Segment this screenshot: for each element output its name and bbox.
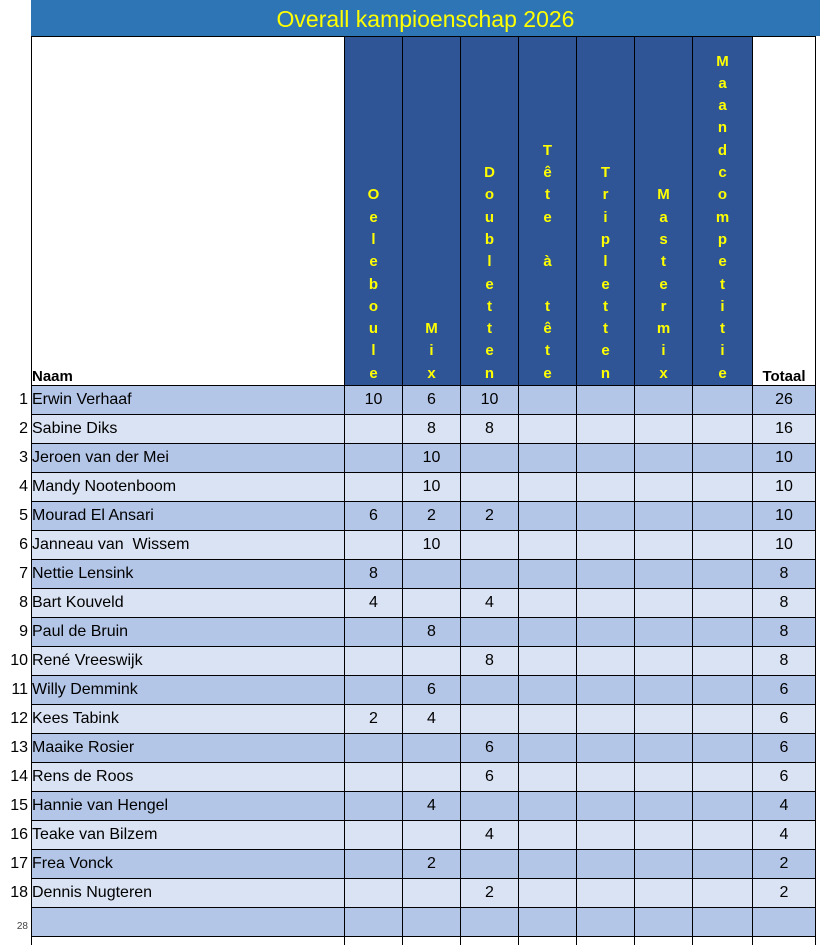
score-cell[interactable]: 10	[403, 531, 461, 560]
header-letter: e	[461, 340, 518, 362]
row-number: 4	[0, 478, 28, 496]
table-row[interactable]	[32, 473, 816, 502]
player-name[interactable]: Paul de Bruin	[32, 618, 345, 647]
header-letter: e	[345, 363, 402, 385]
empty-cell	[519, 937, 577, 945]
header-letter: b	[345, 274, 402, 296]
score-cell[interactable]	[693, 473, 753, 502]
score-cell[interactable]	[693, 734, 753, 763]
header-letter: c	[693, 162, 752, 184]
score-cell[interactable]: 10	[345, 386, 403, 415]
header-letter: e	[577, 274, 634, 296]
score-cell[interactable]	[519, 850, 577, 879]
score-cell[interactable]	[693, 502, 753, 531]
row-number: 3	[0, 449, 28, 467]
player-name[interactable]: Janneau van Wissem	[32, 531, 345, 560]
header-letter: T	[519, 140, 576, 162]
score-cell[interactable]	[577, 734, 635, 763]
empty-row[interactable]	[32, 908, 816, 937]
score-cell[interactable]	[461, 618, 519, 647]
score-cell[interactable]	[345, 792, 403, 821]
score-cell[interactable]	[693, 444, 753, 473]
empty-cell[interactable]	[345, 908, 403, 937]
row-number: 2	[0, 420, 28, 438]
row-number: 12	[0, 710, 28, 728]
score-cell[interactable]: 8	[403, 618, 461, 647]
header-letter: i	[693, 340, 752, 362]
header-letter: e	[345, 251, 402, 273]
score-cell[interactable]	[577, 763, 635, 792]
score-cell[interactable]	[403, 647, 461, 676]
score-cell[interactable]	[461, 705, 519, 734]
score-cell[interactable]	[577, 850, 635, 879]
score-cell[interactable]: 6	[403, 676, 461, 705]
table-row[interactable]	[32, 415, 816, 444]
table-row[interactable]	[32, 879, 816, 908]
empty-cell[interactable]	[577, 908, 635, 937]
header-tripletten	[577, 37, 635, 386]
score-cell[interactable]	[345, 734, 403, 763]
empty-cell[interactable]	[635, 908, 693, 937]
total-cell[interactable]: 6	[753, 676, 816, 705]
score-cell[interactable]	[577, 444, 635, 473]
table-row[interactable]	[32, 502, 816, 531]
score-cell[interactable]	[519, 531, 577, 560]
row-number: 6	[0, 536, 28, 554]
player-name[interactable]: Hannie van Hengel	[32, 792, 345, 821]
player-name[interactable]: Dennis Nugteren	[32, 879, 345, 908]
score-cell[interactable]	[693, 792, 753, 821]
header-letter: u	[461, 207, 518, 229]
score-cell[interactable]: 8	[461, 415, 519, 444]
score-cell[interactable]: 6	[345, 502, 403, 531]
score-cell[interactable]	[635, 705, 693, 734]
score-cell[interactable]: 10	[403, 473, 461, 502]
player-name[interactable]: Willy Demmink	[32, 676, 345, 705]
score-cell[interactable]	[577, 647, 635, 676]
score-cell[interactable]	[635, 676, 693, 705]
total-cell[interactable]: 16	[753, 415, 816, 444]
empty-cell[interactable]	[403, 908, 461, 937]
header-letter: a	[635, 207, 692, 229]
score-cell[interactable]	[345, 821, 403, 850]
score-cell[interactable]	[519, 879, 577, 908]
player-name[interactable]: Rens de Roos	[32, 763, 345, 792]
score-cell[interactable]	[693, 879, 753, 908]
score-cell[interactable]	[345, 850, 403, 879]
score-cell[interactable]	[577, 502, 635, 531]
score-cell[interactable]	[519, 502, 577, 531]
score-cell[interactable]: 10	[403, 444, 461, 473]
score-cell[interactable]	[693, 676, 753, 705]
empty-cell[interactable]	[461, 908, 519, 937]
score-cell[interactable]	[693, 647, 753, 676]
header-letter: T	[577, 162, 634, 184]
header-letter: à	[519, 251, 576, 273]
score-cell[interactable]	[345, 879, 403, 908]
score-cell[interactable]	[519, 676, 577, 705]
score-cell[interactable]	[635, 589, 693, 618]
score-cell[interactable]	[635, 531, 693, 560]
row-number: 8	[0, 594, 28, 612]
score-cell[interactable]: 4	[403, 792, 461, 821]
table-row[interactable]	[32, 531, 816, 560]
header-letter: l	[345, 340, 402, 362]
score-cell[interactable]	[403, 821, 461, 850]
score-cell[interactable]: 2	[345, 705, 403, 734]
empty-cell[interactable]	[693, 908, 753, 937]
total-cell[interactable]: 2	[753, 850, 816, 879]
row-number: 11	[0, 681, 28, 699]
player-name[interactable]: Mandy Nootenboom	[32, 473, 345, 502]
score-cell[interactable]	[635, 850, 693, 879]
player-name[interactable]: Nettie Lensink	[32, 560, 345, 589]
score-cell[interactable]	[461, 444, 519, 473]
table-row[interactable]	[32, 618, 816, 647]
empty-cell	[753, 937, 816, 945]
total-cell[interactable]: 8	[753, 560, 816, 589]
score-cell[interactable]	[461, 560, 519, 589]
player-name[interactable]: René Vreeswijk	[32, 647, 345, 676]
header-mastermix	[635, 37, 693, 386]
total-cell[interactable]: 4	[753, 792, 816, 821]
header-letter: a	[693, 95, 752, 117]
score-cell[interactable]	[519, 560, 577, 589]
sheet-title: Overall kampioenschap 2026	[31, 0, 820, 36]
header-letter: t	[693, 274, 752, 296]
score-cell[interactable]	[461, 850, 519, 879]
table-row[interactable]	[32, 589, 816, 618]
score-cell[interactable]	[577, 821, 635, 850]
header-letter: a	[693, 73, 752, 95]
score-cell[interactable]	[577, 386, 635, 415]
total-cell[interactable]: 10	[753, 473, 816, 502]
score-cell[interactable]	[635, 618, 693, 647]
score-cell[interactable]	[519, 589, 577, 618]
header-letter: p	[577, 229, 634, 251]
header-letter: p	[693, 229, 752, 251]
row-number: 1	[0, 391, 28, 409]
header-letter: i	[577, 207, 634, 229]
empty-cell	[461, 937, 519, 945]
score-cell[interactable]	[345, 444, 403, 473]
score-cell[interactable]	[693, 560, 753, 589]
total-cell[interactable]: 8	[753, 647, 816, 676]
header-letter: ê	[519, 162, 576, 184]
header-letter: O	[345, 184, 402, 206]
score-cell[interactable]	[461, 676, 519, 705]
score-cell[interactable]	[345, 676, 403, 705]
header-letter: e	[693, 363, 752, 385]
header-letter: e	[577, 340, 634, 362]
row-number: 17	[0, 855, 28, 873]
header-letter: t	[519, 296, 576, 318]
score-cell[interactable]	[403, 560, 461, 589]
score-cell[interactable]	[693, 763, 753, 792]
score-cell[interactable]	[577, 618, 635, 647]
score-cell[interactable]	[693, 531, 753, 560]
score-cell[interactable]	[519, 792, 577, 821]
score-cell[interactable]	[635, 560, 693, 589]
total-cell[interactable]: 2	[753, 879, 816, 908]
score-cell[interactable]: 6	[403, 386, 461, 415]
score-cell[interactable]	[577, 589, 635, 618]
score-cell[interactable]	[519, 734, 577, 763]
header-letter: e	[635, 274, 692, 296]
header-letter: i	[403, 340, 460, 362]
header-naam: Naam	[32, 37, 345, 386]
table-row[interactable]	[32, 560, 816, 589]
header-letter: i	[635, 340, 692, 362]
table-row[interactable]	[32, 850, 816, 879]
score-cell[interactable]: 10	[461, 386, 519, 415]
header-letter: t	[519, 340, 576, 362]
score-cell[interactable]	[519, 647, 577, 676]
score-cell[interactable]	[519, 763, 577, 792]
score-cell[interactable]	[519, 415, 577, 444]
header-letter: o	[461, 184, 518, 206]
header-maandcompetitie	[693, 37, 753, 386]
header-tete-a-tete	[519, 37, 577, 386]
header-letter: t	[577, 318, 634, 340]
footer-row-number: 28	[0, 921, 28, 932]
header-letter: r	[577, 184, 634, 206]
score-cell[interactable]	[635, 879, 693, 908]
score-cell[interactable]	[693, 618, 753, 647]
header-letter: t	[519, 184, 576, 206]
score-cell[interactable]	[519, 473, 577, 502]
score-cell[interactable]	[577, 531, 635, 560]
player-name[interactable]: Frea Vonck	[32, 850, 345, 879]
partial-row	[32, 937, 816, 945]
total-cell[interactable]: 6	[753, 763, 816, 792]
header-letter: l	[577, 251, 634, 273]
row-number: 18	[0, 884, 28, 902]
header-doubletten	[461, 37, 519, 386]
header-letter: o	[345, 296, 402, 318]
header-letter: n	[693, 117, 752, 139]
score-cell[interactable]	[519, 618, 577, 647]
header-totaal: Totaal	[753, 37, 816, 386]
score-cell[interactable]	[635, 763, 693, 792]
row-number: 5	[0, 507, 28, 525]
score-cell[interactable]	[635, 415, 693, 444]
score-cell[interactable]	[519, 386, 577, 415]
score-cell[interactable]	[345, 763, 403, 792]
score-cell[interactable]	[693, 386, 753, 415]
header-row	[32, 37, 816, 386]
table-row[interactable]	[32, 705, 816, 734]
score-cell[interactable]	[635, 821, 693, 850]
score-cell[interactable]: 6	[461, 763, 519, 792]
score-cell[interactable]	[635, 473, 693, 502]
score-cell[interactable]	[345, 531, 403, 560]
score-cell[interactable]	[345, 647, 403, 676]
table-row[interactable]	[32, 763, 816, 792]
total-cell[interactable]: 10	[753, 531, 816, 560]
total-cell[interactable]: 10	[753, 502, 816, 531]
header-letter	[519, 274, 576, 296]
empty-cell	[403, 937, 461, 945]
total-cell[interactable]: 26	[753, 386, 816, 415]
score-cell[interactable]	[693, 705, 753, 734]
total-cell[interactable]: 6	[753, 705, 816, 734]
header-letter: M	[693, 51, 752, 73]
score-cell[interactable]	[635, 502, 693, 531]
score-cell[interactable]	[403, 879, 461, 908]
empty-cell[interactable]	[519, 908, 577, 937]
row-number: 9	[0, 623, 28, 641]
score-cell[interactable]	[693, 415, 753, 444]
score-cell[interactable]	[577, 705, 635, 734]
total-cell[interactable]: 10	[753, 444, 816, 473]
score-cell[interactable]	[519, 705, 577, 734]
score-cell[interactable]	[635, 734, 693, 763]
score-cell[interactable]	[577, 560, 635, 589]
row-number: 14	[0, 768, 28, 786]
standings-table	[31, 36, 816, 945]
header-letter: t	[461, 318, 518, 340]
player-name[interactable]: Maaike Rosier	[32, 734, 345, 763]
header-letter: e	[461, 274, 518, 296]
header-letter: r	[635, 296, 692, 318]
header-letter: t	[693, 318, 752, 340]
score-cell[interactable]	[461, 531, 519, 560]
score-cell[interactable]	[577, 792, 635, 821]
header-letter: x	[635, 363, 692, 385]
header-letter: M	[635, 184, 692, 206]
row-number: 15	[0, 797, 28, 815]
score-cell[interactable]	[693, 821, 753, 850]
player-name[interactable]: Mourad El Ansari	[32, 502, 345, 531]
score-cell[interactable]	[519, 821, 577, 850]
score-cell[interactable]: 2	[403, 850, 461, 879]
score-cell[interactable]	[403, 589, 461, 618]
empty-cell[interactable]	[753, 908, 816, 937]
header-letter: m	[693, 207, 752, 229]
header-letter: ê	[519, 318, 576, 340]
header-letter: t	[461, 296, 518, 318]
header-mix	[403, 37, 461, 386]
score-cell[interactable]: 8	[403, 415, 461, 444]
player-name[interactable]: Sabine Diks	[32, 415, 345, 444]
score-cell[interactable]	[635, 386, 693, 415]
header-letter: n	[461, 363, 518, 385]
score-cell[interactable]: 2	[461, 502, 519, 531]
score-cell[interactable]	[635, 792, 693, 821]
table-row[interactable]	[32, 792, 816, 821]
score-cell[interactable]	[577, 415, 635, 444]
empty-cell	[32, 937, 345, 945]
table-row[interactable]	[32, 821, 816, 850]
header-letter: m	[635, 318, 692, 340]
header-letter: s	[635, 229, 692, 251]
header-letter: e	[519, 363, 576, 385]
score-cell[interactable]: 2	[403, 502, 461, 531]
score-cell[interactable]: 8	[345, 560, 403, 589]
row-number: 7	[0, 565, 28, 583]
empty-cell	[345, 937, 403, 945]
score-cell[interactable]: 4	[345, 589, 403, 618]
score-cell[interactable]	[403, 763, 461, 792]
header-letter: D	[461, 162, 518, 184]
header-letter: o	[693, 184, 752, 206]
total-cell[interactable]: 4	[753, 821, 816, 850]
player-name[interactable]: Bart Kouveld	[32, 589, 345, 618]
row-number: 10	[0, 652, 28, 670]
score-cell[interactable]	[693, 589, 753, 618]
empty-cell	[693, 937, 753, 945]
header-letter: i	[693, 296, 752, 318]
header-letter: M	[403, 318, 460, 340]
player-name[interactable]: Kees Tabink	[32, 705, 345, 734]
header-letter: n	[577, 363, 634, 385]
score-cell[interactable]	[693, 850, 753, 879]
score-cell[interactable]: 4	[403, 705, 461, 734]
empty-cell[interactable]	[32, 908, 345, 937]
score-cell[interactable]: 6	[461, 734, 519, 763]
table-row[interactable]	[32, 734, 816, 763]
score-cell[interactable]	[577, 473, 635, 502]
score-cell[interactable]	[461, 473, 519, 502]
header-letter: e	[345, 207, 402, 229]
score-cell[interactable]	[345, 473, 403, 502]
score-cell[interactable]	[577, 676, 635, 705]
header-letter: x	[403, 363, 460, 385]
header-letter: t	[577, 296, 634, 318]
table-row[interactable]	[32, 444, 816, 473]
player-name[interactable]: Teake van Bilzem	[32, 821, 345, 850]
score-cell[interactable]	[461, 792, 519, 821]
score-cell[interactable]	[635, 647, 693, 676]
score-cell[interactable]: 8	[461, 647, 519, 676]
score-cell[interactable]	[577, 879, 635, 908]
score-cell[interactable]	[403, 734, 461, 763]
header-letter: e	[519, 207, 576, 229]
header-letter: u	[345, 318, 402, 340]
header-oeleboule	[345, 37, 403, 386]
header-letter: d	[693, 140, 752, 162]
header-letter: t	[635, 251, 692, 273]
header-letter: e	[693, 251, 752, 273]
score-cell[interactable]	[519, 444, 577, 473]
total-cell[interactable]: 6	[753, 734, 816, 763]
table-row[interactable]	[32, 647, 816, 676]
score-cell[interactable]: 4	[461, 589, 519, 618]
table-row[interactable]	[32, 676, 816, 705]
row-number: 13	[0, 739, 28, 757]
empty-cell	[577, 937, 635, 945]
score-cell[interactable]	[345, 415, 403, 444]
player-name[interactable]: Erwin Verhaaf	[32, 386, 345, 415]
table-row[interactable]	[32, 386, 816, 415]
empty-cell	[635, 937, 693, 945]
score-cell[interactable]: 4	[461, 821, 519, 850]
total-cell[interactable]: 8	[753, 618, 816, 647]
header-letter: l	[461, 251, 518, 273]
header-letter: b	[461, 229, 518, 251]
row-number: 16	[0, 826, 28, 844]
player-name[interactable]: Jeroen van der Mei	[32, 444, 345, 473]
score-cell[interactable]	[635, 444, 693, 473]
score-cell[interactable]	[345, 618, 403, 647]
header-letter	[519, 229, 576, 251]
header-letter: l	[345, 229, 402, 251]
score-cell[interactable]: 2	[461, 879, 519, 908]
total-cell[interactable]: 8	[753, 589, 816, 618]
